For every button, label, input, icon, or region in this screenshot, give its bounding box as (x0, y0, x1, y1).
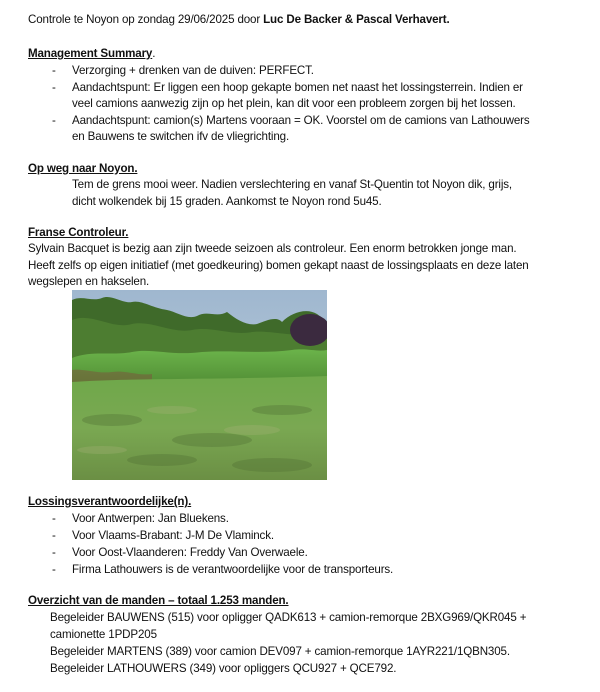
op-weg-heading: Op weg naar Noyon. (28, 162, 138, 175)
heading-text: Management Summary (28, 47, 153, 60)
franse-controleur-heading: Franse Controleur. (28, 226, 129, 239)
manden-line-martens: Begeleider MARTENS (389) voor camion DEV097 + camion-remorque 1AYR221/1QBN305. (50, 645, 510, 658)
report-title-line (28, 12, 450, 28)
controleur-line-2: Heeft zelfs op eigen initiatief (met goedkeuring) bomen gekapt naast de lossingsplaats en deze laten (28, 259, 529, 272)
bullet-dash: - (52, 114, 56, 127)
summary-item-2-line-1: Aandachtspunt: Er liggen een hoop gekapte bomen net naast het lossingsterrein. Indien er (72, 81, 523, 94)
bullet-dash: - (52, 81, 56, 94)
bullet-dash: - (52, 512, 56, 525)
lossing-heading: Lossingsverantwoordelijke(n). (28, 495, 192, 508)
field-photo (72, 290, 327, 480)
title-authors: Luc De Backer & Pascal Verhavert (263, 13, 447, 26)
lossing-item-firma: Firma Lathouwers is de verantwoordelijke voor de transporteurs. (72, 563, 394, 576)
bullet-dash: - (52, 563, 56, 576)
manden-line-bauwens-cont: camionette 1PDP205 (50, 628, 157, 641)
manden-line-bauwens: Begeleider BAUWENS (515) voor opligger QADK613 + camion-remorque 2BXG969/QKR045 + (50, 611, 527, 624)
manden-line-lathouwers: Begeleider LATHOUWERS (349) voor opliggers QCU927 + QCE792. (50, 662, 397, 675)
heading-suffix: . (152, 47, 156, 60)
summary-item-1: Verzorging + drenken van de duiven: PERFECT. (72, 64, 314, 77)
op-weg-line-2: dicht wolkendek bij 15 graden. Aankomst te Noyon rond 5u45. (72, 195, 382, 208)
bullet-dash: - (52, 64, 56, 77)
manden-heading: Overzicht van de manden – totaal 1.253 manden. (28, 594, 289, 607)
summary-item-3-line-2: en Bauwens te switchen ifv de vliegrichting. (72, 130, 290, 143)
summary-item-3-line-1: Aandachtspunt: camion(s) Martens vooraan = OK. Voorstel om de camions van Lathouwers (72, 114, 530, 127)
summary-item-2-line-2: veel camions aanwezig zijn op het plein, kan dit voor een probleem zorgen bij het lossen. (72, 97, 516, 110)
field-photo-image (72, 290, 327, 480)
lossing-item-antwerpen: Voor Antwerpen: Jan Bluekens. (72, 512, 229, 525)
lossing-item-vlaams-brabant: Voor Vlaams-Brabant: J-M De Vlaminck. (72, 529, 274, 542)
title-end: . (446, 13, 450, 26)
op-weg-line-1: Tem de grens mooi weer. Nadien verslechtering en vanaf St-Quentin tot Noyon dik, grijs, (72, 178, 512, 191)
management-summary-heading (28, 46, 155, 62)
lossing-item-oost-vlaanderen: Voor Oost-Vlaanderen: Freddy Van Overwaele. (72, 546, 308, 559)
controleur-line-3: wegslepen en hakselen. (28, 275, 150, 288)
controleur-line-1: Sylvain Bacquet is bezig aan zijn tweede seizoen als controleur. Een enorm betrokken jonge man. (28, 242, 517, 255)
bullet-dash: - (52, 546, 56, 559)
bullet-dash: - (52, 529, 56, 542)
title-intro: Controle te Noyon op zondag 29/06/2025 door (28, 13, 264, 26)
